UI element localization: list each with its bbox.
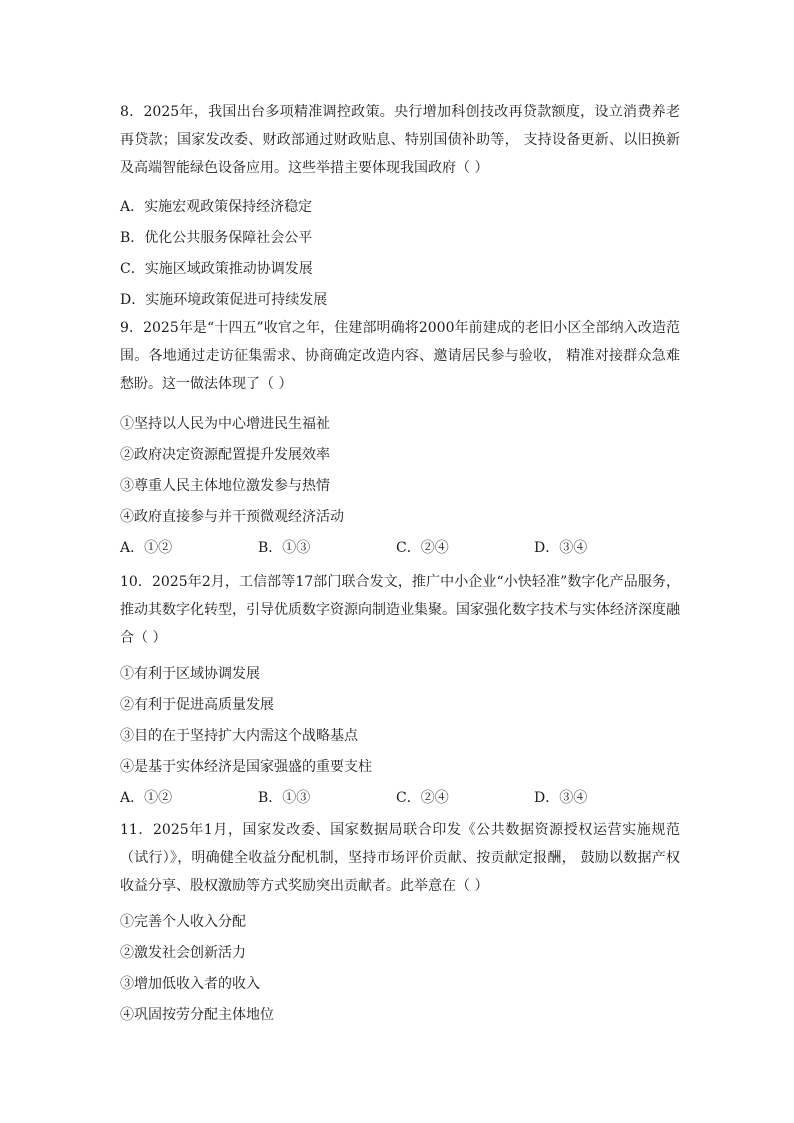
- question-10-choices: [120, 788, 680, 808]
- question-11-statement-3: ③增加低收入者的收入: [120, 976, 260, 992]
- question-9-choice-d: D．③④: [534, 540, 588, 556]
- question-9-choice-a: A．①②: [120, 540, 173, 556]
- question-9-choice-c: C．②④: [396, 540, 449, 556]
- question-9-statement-1: ①坚持以人民为中心增进民生福祉: [120, 416, 330, 432]
- question-8-option-a: A．实施宏观政策保持经济稳定: [120, 199, 313, 215]
- question-9-statement-3: ③尊重人民主体地位激发参与热情: [120, 478, 330, 494]
- question-8: [120, 98, 680, 182]
- question-10-statement-1: ①有利于区域协调发展: [120, 666, 260, 682]
- question-9: [120, 314, 680, 398]
- question-9-choices: [120, 538, 680, 558]
- question-11-stem: 11．2025年1月，国家发改委、国家数据局联合印发《公共数据资源授权运营实施规范（试行）》，明确健全收益分配机制，坚持市场评价贡献、按贡献定报酬， 鼓励以数据产权收益分享、股权激励等方式奖励突出贡献者。此举意在（ ）: [120, 822, 680, 894]
- question-8-option-d: D．实施环境政策促进可持续发展: [120, 292, 328, 308]
- question-11-statement-4: ④巩固按劳分配主体地位: [120, 1007, 274, 1023]
- question-11-statement-1: ①完善个人收入分配: [120, 914, 246, 930]
- question-8-option-c: C．实施区域政策推动协调发展: [120, 261, 313, 277]
- question-9-choice-b: B．①③: [258, 540, 311, 556]
- question-9-statement-2: ②政府决定资源配置提升发展效率: [120, 447, 330, 463]
- question-8-stem: 8．2025年，我国出台多项精准调控政策。央行增加科创技改再贷款额度，设立消费养老再贷款；国家发改委、财政部通过财政贴息、特别国债补助等， 支持设备更新、以旧换新及高端智能绿色设备应用。这些举措主要体现我国政府（ ）: [120, 104, 680, 176]
- question-10: [120, 568, 680, 652]
- question-10-choice-b: B．①③: [258, 790, 311, 806]
- question-10-statement-4: ④是基于实体经济是国家强盛的重要支柱: [120, 759, 372, 775]
- question-10-choice-a: A．①②: [120, 790, 173, 806]
- question-11-statement-2: ②激发社会创新活力: [120, 945, 246, 961]
- question-9-stem: 9．2025年是“十四五”收官之年，住建部明确将2000年前建成的老旧小区全部纳入改造范围。各地通过走访征集需求、协商确定改造内容、邀请居民参与验收， 精准对接群众急难愁盼。这一做法体现了（ ）: [120, 320, 680, 392]
- question-10-statement-3: ③目的在于坚持扩大内需这个战略基点: [120, 728, 358, 744]
- question-8-option-b: B．优化公共服务保障社会公平: [120, 230, 313, 246]
- question-10-statement-2: ②有利于促进高质量发展: [120, 697, 274, 713]
- question-9-statement-4: ④政府直接参与并干预微观经济活动: [120, 509, 344, 525]
- question-10-choice-d: D．③④: [534, 790, 588, 806]
- question-10-stem: 10．2025年2月，工信部等17部门联合发文，推广中小企业“小快轻准”数字化产品服务，推动其数字化转型，引导优质数字资源向制造业集聚。国家强化数字技术与实体经济深度融合（ ）: [120, 574, 680, 646]
- question-11: [120, 816, 680, 900]
- question-10-choice-c: C．②④: [396, 790, 449, 806]
